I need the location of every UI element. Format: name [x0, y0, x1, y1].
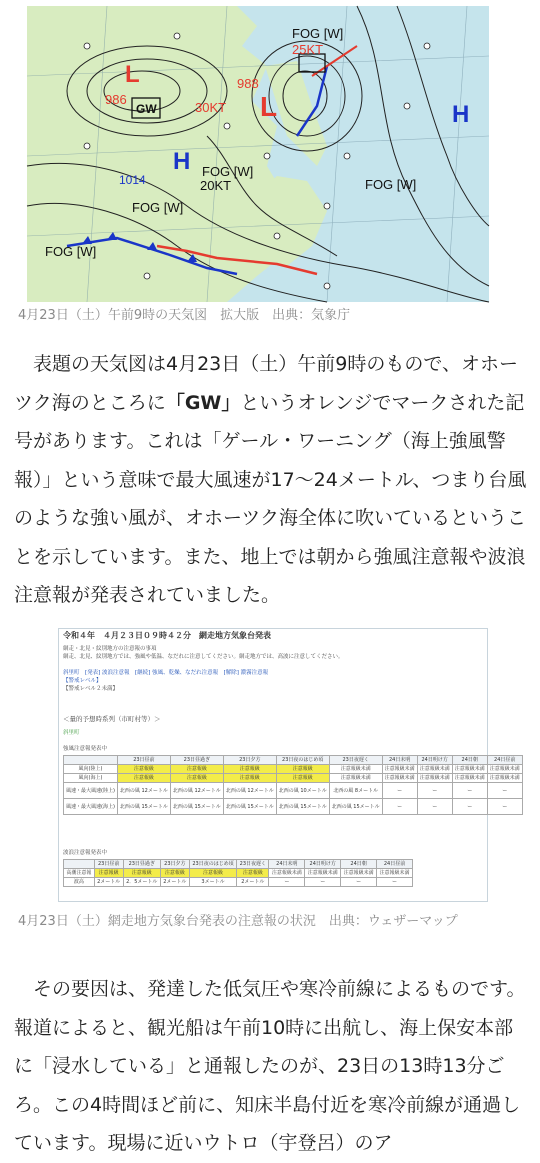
warning-line-2: 網走、北見、紋別地方では、強風や低温、なだれに注意してください。網走地方では、高波に注意してください。: [63, 654, 344, 660]
section-label: 斜里町: [63, 730, 80, 736]
paragraph-text: 表題の天気図は4月23日（土）午前9時のもので、オホーツク海のところに: [14, 353, 518, 414]
svg-text:986: 986: [105, 92, 127, 107]
table-cell: 注意報級: [170, 765, 223, 774]
table-header: 23日夜遅く: [237, 860, 269, 869]
svg-text:FOG [W]: FOG [W]: [292, 26, 344, 41]
svg-text:1014: 1014: [119, 173, 146, 187]
table-cell: 注意報級: [189, 869, 237, 878]
table-cell: 2．5メートル: [123, 878, 160, 887]
svg-text:H: H: [173, 148, 191, 175]
warning-level-link[interactable]: 【警戒レベル】: [63, 678, 102, 684]
table-cell: ー: [452, 799, 487, 815]
table-cell: 注意報級未満: [382, 774, 417, 783]
weather-map-image[interactable]: [27, 6, 489, 302]
table-header: 24日明け方: [305, 860, 341, 869]
map-caption: 4月23日（土）午前9時の天気図 拡大版 出典：気象庁: [18, 308, 351, 323]
svg-text:30KT: 30KT: [195, 100, 227, 115]
table-header: 23日昼過ぎ: [123, 860, 160, 869]
paragraph-text: というオレンジでマークされた記号があります。これは「ゲール・ワーニング（海上強風警報）」という意味で最大風速が17〜24メートル、つまり台風のような強い風が、オホーツク海全体に吹いているということを示しています。また、地上では朝から強風注意報や波浪注意報が発表されていました。: [14, 391, 527, 606]
table-header: 23日昼過ぎ: [170, 756, 223, 765]
table-cell: 北西の風 12メートル: [223, 783, 276, 799]
wave-table: [63, 859, 413, 887]
table-cell: ー: [341, 878, 377, 887]
table-header: 23日夕方: [223, 756, 276, 765]
row-label: 風向(陸上): [64, 765, 118, 774]
table-row: [64, 783, 523, 799]
warning-line-1: 網走・北見・紋別地方の注意報の事項: [63, 646, 157, 652]
table-header: 23日昼前: [94, 860, 123, 869]
table-cell: 注意報級未満: [487, 774, 522, 783]
table-cell: 北西の風 15メートル: [170, 799, 223, 815]
table-cell: ー: [487, 783, 522, 799]
svg-text:L: L: [260, 91, 278, 122]
svg-text:FOG [W]: FOG [W]: [45, 244, 97, 259]
row-label: 波高: [64, 878, 95, 887]
table-cell: 注意報級未満: [487, 765, 522, 774]
table-cell: 注意報級: [170, 774, 223, 783]
strong-wind-label: 強風注意報発表中: [63, 746, 108, 752]
table-header: 23日夜のはじめ頃: [276, 756, 329, 765]
table-cell: 3メートル: [189, 878, 237, 887]
table-row: [64, 774, 523, 783]
wind-table: [63, 755, 523, 815]
table-cell: 北西の風 8メートル: [329, 783, 382, 799]
article-paragraph-1: [14, 345, 530, 615]
table-cell: ー: [269, 878, 305, 887]
table-cell: 北西の風 10メートル: [276, 783, 329, 799]
article-paragraph-2: その要因は、発達した低気圧や寒冷前線によるものです。報道によると、観光船は午前10時に出航し、海上保安本部に「浸水している」と通報したのが、23日の13時13分ごろ。この4時間ほど前に、知床半島付近を寒冷前線が通過しています。現場に近いウトロ（宇登呂）のア: [14, 978, 526, 1154]
table-cell: ー: [417, 799, 452, 815]
table-header: 24日朝: [452, 756, 487, 765]
svg-text:GW: GW: [136, 102, 157, 116]
table-header: 23日夜のはじめ頃: [189, 860, 237, 869]
row-label: 風向(海上): [64, 774, 118, 783]
table-row: [64, 860, 413, 869]
table-row: [64, 878, 413, 887]
table-cell: 注意報級未満: [329, 774, 382, 783]
table-cell: ー: [382, 799, 417, 815]
table-header: 24日未明: [382, 756, 417, 765]
warning-legend: 斜里町 [発表] 波浪注意報 [継続] 強風、乾燥、なだれ注意報 [解除] 濃霧注意報: [63, 670, 269, 676]
table-cell: 注意報級未満: [417, 765, 452, 774]
table-cell: 2メートル: [237, 878, 269, 887]
gw-emphasis: 「GW」: [165, 391, 241, 414]
table-row: [64, 765, 523, 774]
table-cell: 注意報級: [276, 765, 329, 774]
row-label: 風速・最大風速(海上): [64, 799, 118, 815]
table-header: 24日昼前: [487, 756, 522, 765]
table-header: 23日夜遅く: [329, 756, 382, 765]
table-cell: 北西の風 12メートル: [117, 783, 170, 799]
table-cell: [64, 860, 95, 869]
forecast-title: ＜量的予想時系列（市町村等）＞: [63, 715, 161, 723]
table-cell: 2メートル: [94, 878, 123, 887]
wave-label: 波浪注意報発表中: [63, 850, 108, 856]
row-label: 高潮注意報: [64, 869, 95, 878]
table-cell: 注意報級: [237, 869, 269, 878]
table-row: [64, 799, 523, 815]
table-cell: [64, 756, 118, 765]
warning-table-image[interactable]: [58, 628, 520, 902]
svg-text:L: L: [125, 61, 140, 88]
table-caption: 4月23日（土）網走地方気象台発表の注意報の状況 出典：ウェザーマップ: [18, 914, 458, 929]
table-cell: ー: [417, 783, 452, 799]
table-cell: 北西の風 12メートル: [170, 783, 223, 799]
table-header: 24日明け方: [417, 756, 452, 765]
table-row: [64, 869, 413, 878]
table-cell: 注意報級: [276, 774, 329, 783]
svg-text:25KT: 25KT: [292, 42, 324, 57]
table-cell: 注意報級未満: [382, 765, 417, 774]
weather-map-graphic: [27, 6, 489, 302]
table-cell: 注意報級: [117, 774, 170, 783]
table-cell: 北西の風 15メートル: [276, 799, 329, 815]
table-cell: 注意報級: [223, 774, 276, 783]
row-label: 風速・最大風速(陸上): [64, 783, 118, 799]
svg-text:H: H: [452, 101, 470, 128]
warning-title: 令和４年 ４月２３日０９時４２分 網走地方気象台発表: [63, 631, 271, 640]
warning-level-sub: 【警戒レベル２未満】: [63, 686, 119, 692]
table-cell: 注意報級: [123, 869, 160, 878]
table-header: 24日未明: [269, 860, 305, 869]
table-cell: 注意報級未満: [452, 774, 487, 783]
table-row: [64, 756, 523, 765]
table-cell: ー: [382, 783, 417, 799]
table-cell: 2メートル: [160, 878, 189, 887]
svg-text:988: 988: [237, 76, 259, 91]
svg-text:FOG [W]: FOG [W]: [365, 177, 417, 192]
table-cell: 北西の風 15メートル: [223, 799, 276, 815]
table-header: 24日昼前: [377, 860, 413, 869]
svg-text:FOG [W]: FOG [W]: [132, 200, 184, 215]
table-cell: 注意報級未満: [305, 869, 341, 878]
svg-text:FOG [W]: FOG [W]: [202, 164, 254, 179]
table-cell: 注意報級: [94, 869, 123, 878]
table-cell: ー: [452, 783, 487, 799]
table-cell: 注意報級: [223, 765, 276, 774]
table-cell: 注意報級未満: [341, 869, 377, 878]
table-cell: ー: [487, 799, 522, 815]
svg-text:20KT: 20KT: [200, 178, 232, 193]
table-header: 24日朝: [341, 860, 377, 869]
table-cell: 注意報級: [160, 869, 189, 878]
table-cell: 注意報級未満: [377, 869, 413, 878]
table-cell: 注意報級未満: [269, 869, 305, 878]
table-cell: ー: [377, 878, 413, 887]
table-cell: 北西の風 15メートル: [329, 799, 382, 815]
table-cell: 北西の風 15メートル: [117, 799, 170, 815]
table-cell: 注意報級未満: [417, 774, 452, 783]
table-cell: 注意報級: [117, 765, 170, 774]
table-cell: 注意報級未満: [329, 765, 382, 774]
table-header: 23日昼前: [117, 756, 170, 765]
table-cell: 注意報級未満: [452, 765, 487, 774]
table-header: 23日夕方: [160, 860, 189, 869]
table-cell: ー: [305, 878, 341, 887]
